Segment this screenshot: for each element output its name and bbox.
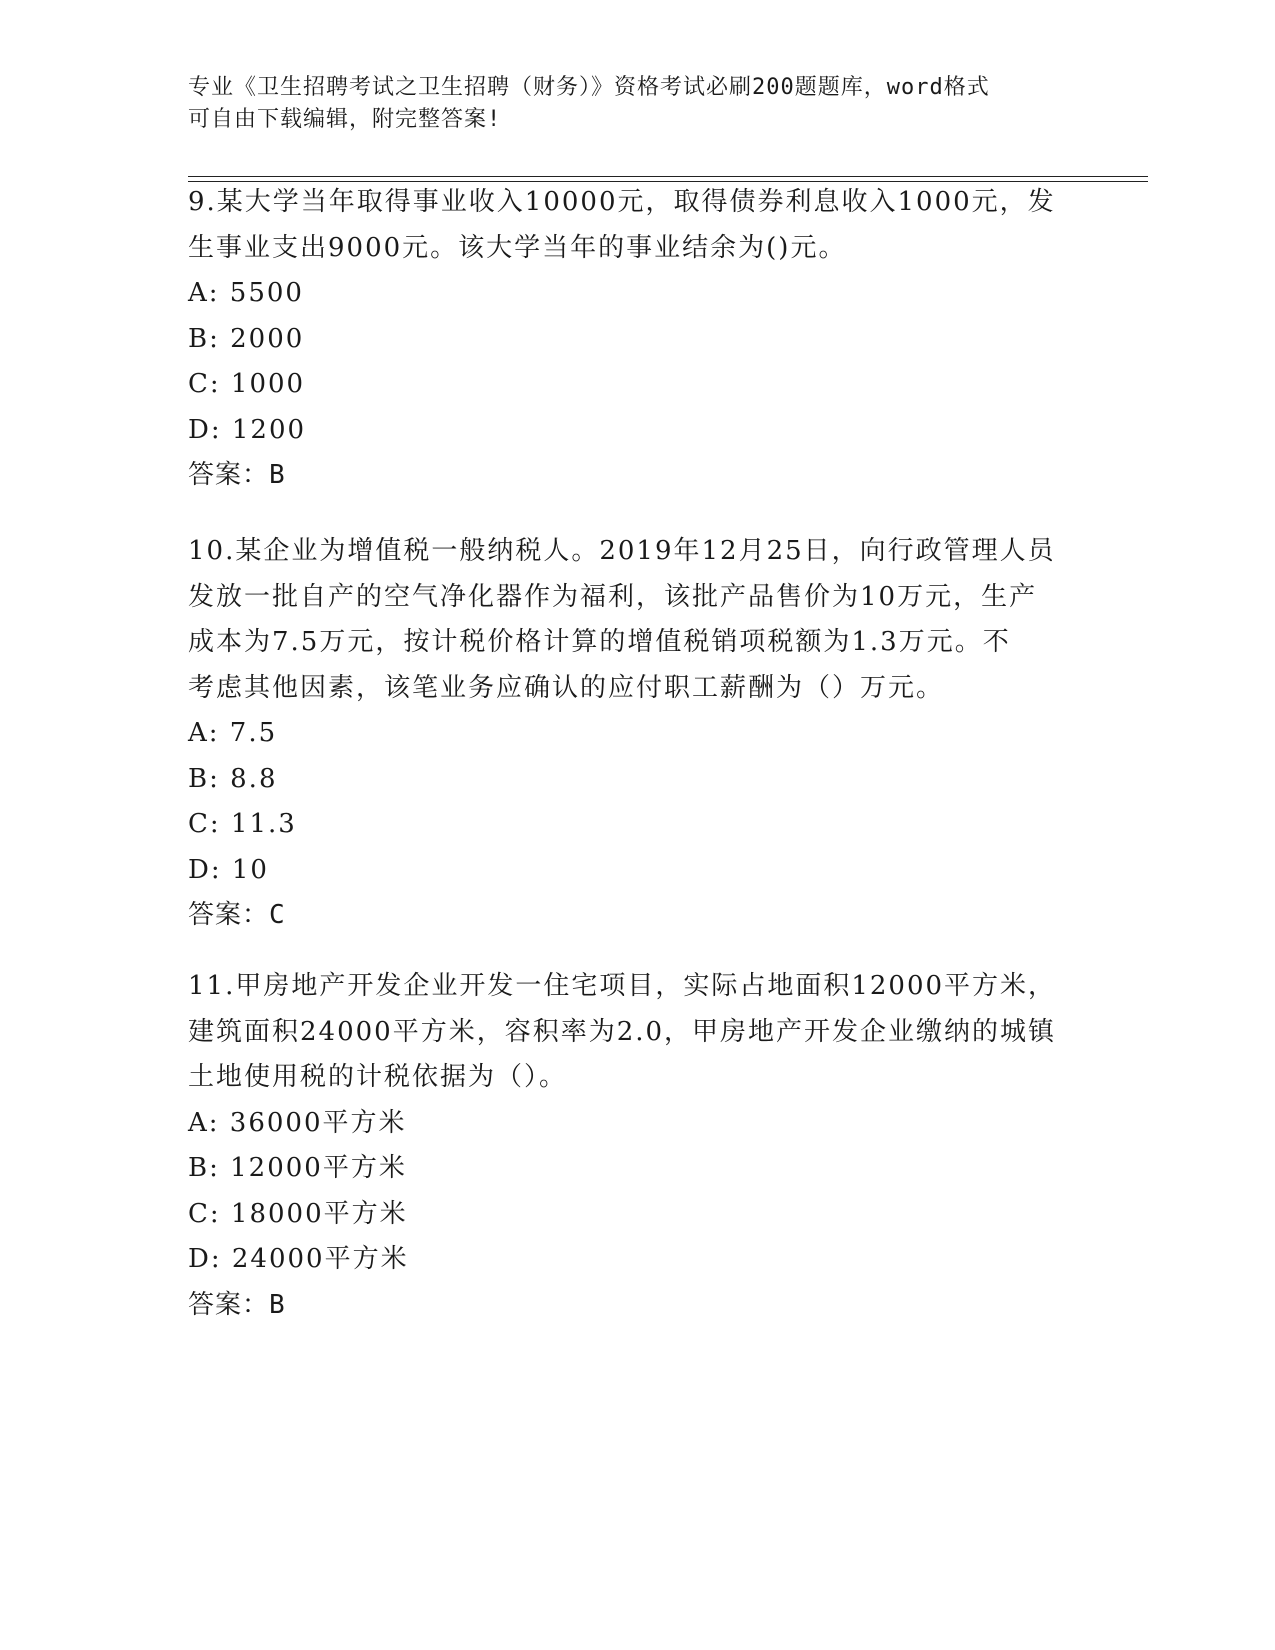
header-line-2: 可自由下载编辑，附完整答案!: [188, 107, 502, 132]
stem-line: 建筑面积24000平方米，容积率为2.0，甲房地产开发企业缴纳的城镇: [188, 1016, 1057, 1047]
option-b: B: 2000: [188, 323, 305, 354]
question-10: [188, 529, 1088, 939]
question-stem: [188, 529, 1088, 711]
option-c: C: 18000平方米: [188, 1198, 408, 1229]
stem-line: 成本为7.5万元，按计税价格计算的增值税销项税额为1.3万元。不: [188, 627, 1011, 657]
stem-line: 发放一批自产的空气净化器作为福利，该批产品售价为10万元，生产: [188, 581, 1038, 612]
question-11: [188, 964, 1088, 1328]
option-d: D: 1200: [188, 414, 307, 445]
option-c: C: 1000: [188, 369, 306, 399]
answer-line: 答案：B: [188, 1289, 286, 1320]
option-a: A: 5500: [188, 278, 304, 308]
stem-line: 考虑其他因素，该笔业务应确认的应付职工薪酬为（）万元。: [188, 672, 945, 703]
stem-line: 10.某企业为增值税一般纳税人。2019年12月25日，向行政管理人员: [188, 536, 1056, 566]
question-stem: [188, 964, 1088, 1101]
answer-line: 答案：C: [188, 900, 286, 930]
option-b: B: 8.8: [188, 763, 278, 794]
option-a: A: 36000平方米: [188, 1107, 407, 1138]
stem-line: 9.某大学当年取得事业收入10000元，取得债券利息收入1000元，发: [188, 187, 1056, 217]
stem-line: 生事业支出9000元。该大学当年的事业结余为()元。: [188, 232, 847, 263]
option-d: D: 24000平方米: [188, 1244, 409, 1274]
header-line-1: 专业《卫生招聘考试之卫生招聘（财务）》资格考试必刷200题题库，word格式: [188, 75, 990, 100]
option-d: D: 10: [188, 854, 269, 885]
option-b: B: 12000平方米: [188, 1153, 407, 1183]
question-9: [188, 180, 1088, 499]
answer-line: 答案：B: [188, 460, 286, 490]
stem-line: 土地使用税的计税依据为（）。: [188, 1062, 568, 1092]
question-stem: [188, 180, 1088, 271]
document-header: [188, 72, 1088, 136]
header-rule-top: [188, 176, 1148, 177]
option-a: A: 7.5: [188, 718, 278, 748]
option-c: C: 11.3: [188, 809, 297, 839]
stem-line: 11.甲房地产开发企业开发一住宅项目，实际占地面积12000平方米，: [188, 971, 1057, 1001]
